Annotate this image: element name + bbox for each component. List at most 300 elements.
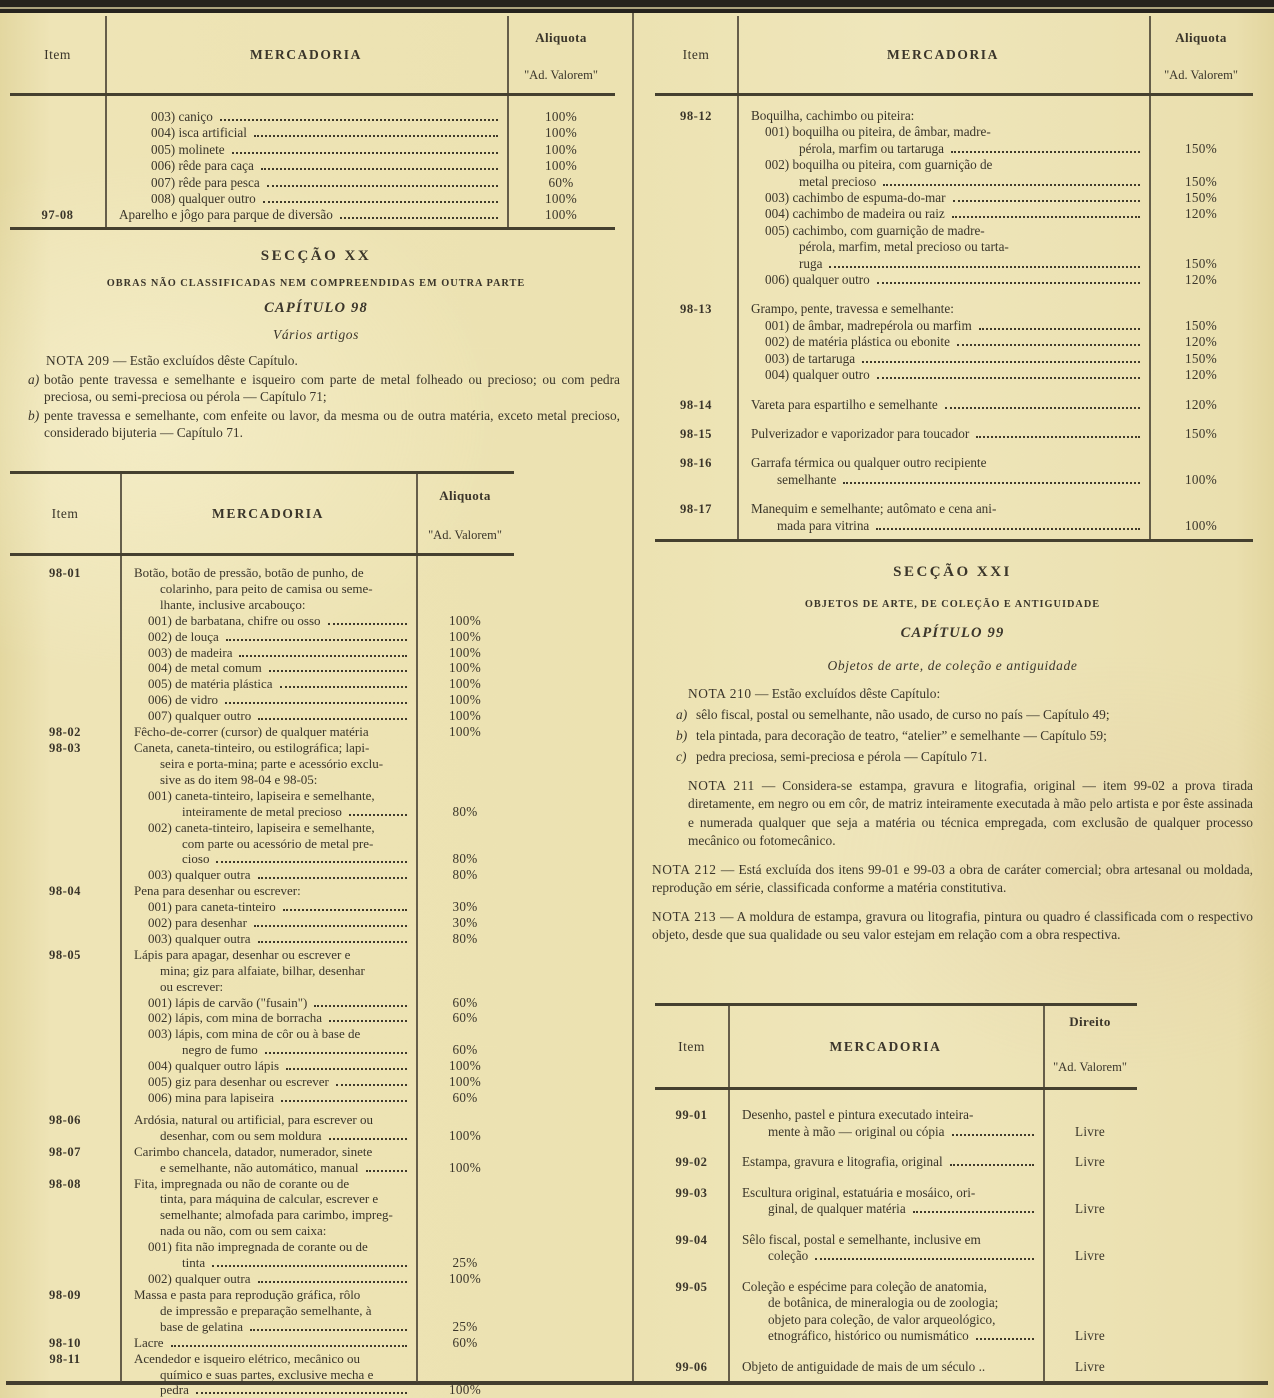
description-text: Fita, impregnada ou não de corante ou de	[134, 1175, 350, 1191]
tariff-line	[737, 426, 1253, 442]
nota-210-item-a	[652, 706, 1253, 724]
rate-value: 150%	[1185, 190, 1217, 206]
tariff-line	[737, 351, 1253, 367]
table-row	[655, 501, 1253, 534]
item-code: 99-01	[675, 1108, 708, 1122]
dot-leader	[258, 718, 407, 720]
header-advalorem: "Ad. Valorem"	[1053, 1060, 1127, 1074]
rate-value: 100%	[449, 1159, 481, 1175]
tariff-line	[105, 158, 615, 174]
table-row	[10, 883, 514, 947]
dot-leader	[254, 925, 407, 927]
header-advalorem: "Ad. Valorem"	[428, 528, 502, 542]
description-text: 002) lápis, com mina de borracha	[148, 1010, 322, 1026]
tariff-line	[105, 175, 615, 191]
description-text: Fêcho-de-correr (cursor) de qualquer matéria	[134, 724, 369, 740]
rate-value: 100%	[1185, 517, 1217, 533]
table-row	[10, 1112, 514, 1144]
description-text: 003) de tartaruga	[765, 350, 856, 366]
description-text: Manequim e semelhante; autômato e cena ani-	[751, 501, 997, 517]
tariff-line	[737, 272, 1253, 288]
description-text: 004) de metal comum	[148, 660, 262, 676]
dot-leader	[261, 168, 498, 170]
tariff-line	[120, 1191, 514, 1207]
description-lines	[120, 947, 514, 1106]
description-text: tinta, para máquina de calcular, escrever e	[160, 1191, 379, 1207]
nota-210	[652, 685, 1253, 703]
description-text: Lacre	[134, 1334, 164, 1350]
description-text: químico e suas partes, exclusive mecha e	[160, 1366, 374, 1382]
dot-leader	[258, 877, 407, 879]
description-text: ou escrever:	[160, 978, 224, 994]
header-item: Item	[44, 46, 71, 62]
description-text: Sêlo fiscal, postal e semelhante, inclusive em	[742, 1231, 981, 1247]
description-lines	[120, 565, 514, 724]
item-code: 98-06	[49, 1112, 81, 1127]
header-aliquota-line1: Aliquota	[1175, 30, 1227, 45]
rate-value: 100%	[1185, 471, 1217, 487]
description-text: 002) de matéria plástica ou ebonite	[765, 334, 950, 350]
table-row	[655, 1279, 1137, 1345]
tariff-line	[120, 1303, 514, 1319]
description-text: objeto para coleção, de valor arqueológico,	[768, 1311, 996, 1327]
rate-value: 150%	[1185, 140, 1217, 156]
dot-leader	[283, 909, 407, 911]
section-xx-block	[10, 234, 622, 442]
description-text: 005) de matéria plástica	[148, 676, 273, 692]
dot-leader	[815, 1258, 1034, 1260]
table-row	[655, 426, 1253, 442]
description-text: mada para vitrina	[777, 517, 870, 533]
description-text: 001) caneta-tinteiro, lapiseira e semelhante,	[148, 787, 375, 803]
dot-leader	[976, 436, 1140, 438]
dot-leader	[329, 1020, 407, 1022]
description-lines	[120, 1351, 514, 1398]
rate-value: 100%	[449, 692, 481, 708]
dot-leader	[258, 941, 407, 943]
rate-value: 80%	[452, 851, 478, 867]
description-text: Aparelho e jôgo para parque de diversão	[119, 207, 333, 223]
description-lines	[737, 397, 1253, 413]
rate-value: 25%	[452, 1255, 478, 1271]
description-text: cioso	[182, 851, 210, 867]
dot-leader	[862, 361, 1140, 363]
list-text: tela pintada, para decoração de teatro, “atelier” e semelhante — Capítulo 59;	[696, 728, 1107, 744]
rate-value: 100%	[449, 1270, 481, 1286]
description-text: 005) cachimbo, com guarnição de madre-	[765, 222, 985, 238]
tariff-line	[737, 367, 1253, 383]
table-row	[655, 397, 1253, 413]
tariff-line	[737, 318, 1253, 334]
dot-leader	[281, 1100, 407, 1102]
table-row	[10, 724, 514, 740]
table-row	[10, 1287, 514, 1335]
table-row	[655, 1185, 1137, 1218]
tariff-line	[120, 1160, 514, 1176]
tariff-line	[728, 1154, 1137, 1171]
rate-value: 150%	[1185, 173, 1217, 189]
tariff-line	[120, 979, 514, 995]
item-code: 98-07	[49, 1144, 81, 1159]
tariff-line	[737, 518, 1253, 534]
dot-leader	[829, 266, 1140, 268]
description-text: de impressão e preparação semelhante, à	[160, 1302, 372, 1318]
tariff-line	[120, 1351, 514, 1367]
item-code: 98-11	[49, 1351, 81, 1366]
rate-value: 120%	[1185, 272, 1217, 288]
nota-text: — Estão excluídos dêste Capítulo.	[112, 353, 298, 368]
description-text: nada ou não, com ou sem caixa:	[160, 1223, 327, 1239]
table-row	[10, 565, 514, 724]
list-text: pente travessa e semelhante, com enfeite ou lavor, da mesma ou de outra matéria, exceto metal precioso, considerado bijuteria — Capítulo 71.	[44, 407, 620, 441]
description-text: 004) isca artificial	[151, 125, 247, 141]
tariff-line	[728, 1279, 1137, 1296]
rate-value: 100%	[449, 1127, 481, 1143]
item-code: 98-12	[680, 109, 712, 123]
dot-leader	[212, 1265, 407, 1267]
tariff-line	[737, 334, 1253, 350]
item-code: 99-05	[675, 1279, 708, 1294]
rate-value: 150%	[1185, 425, 1217, 441]
table-body	[10, 96, 615, 224]
tariff-line	[737, 141, 1253, 157]
description-lines	[737, 301, 1253, 383]
description-text: 002) caneta-tinteiro, lapiseira e semelhante,	[148, 819, 375, 835]
item-code: 98-09	[49, 1287, 81, 1302]
tariff-line	[737, 501, 1253, 517]
dot-leader	[349, 814, 407, 816]
description-text: pedra	[160, 1382, 189, 1398]
tariff-line	[728, 1107, 1137, 1124]
rate-value: 100%	[449, 628, 481, 644]
tariff-line	[120, 947, 514, 963]
dot-leader	[340, 217, 498, 219]
header-item: Item	[678, 1038, 705, 1054]
description-lines	[120, 1335, 514, 1351]
table-header	[655, 16, 1253, 96]
table-header	[655, 1006, 1137, 1090]
description-text: desenhar, com ou sem moldura	[160, 1127, 322, 1143]
description-text: Pulverizador e vaporizador para toucador	[751, 425, 970, 441]
description-text: Grampo, pente, travessa e semelhante:	[751, 301, 954, 317]
description-text: Pena para desenhar ou escrever:	[134, 883, 301, 899]
section-xxi-block	[652, 550, 1253, 944]
section-title: SECÇÃO XXI	[893, 564, 1012, 580]
tariff-line	[120, 660, 514, 676]
tariff-line	[120, 1058, 514, 1074]
tariff-line	[120, 772, 514, 788]
list-text: sêlo fiscal, postal ou semelhante, não usado, de curso no país — Capítulo 49;	[696, 707, 1110, 723]
rate-value: 100%	[545, 125, 577, 141]
description-text: Lápis para apagar, desenhar ou escrever e	[134, 946, 351, 962]
description-text: 002) boquilha ou piteira, com guarnição de	[765, 157, 993, 173]
table-row	[655, 108, 1253, 288]
description-text: 002) de louça	[148, 628, 219, 644]
description-text: 003) qualquer outra	[148, 867, 251, 883]
description-lines	[120, 1112, 514, 1144]
table-row	[10, 1144, 514, 1176]
tariff-line	[728, 1124, 1137, 1141]
description-text: semelhante	[777, 471, 837, 487]
nota-209	[10, 352, 622, 370]
description-text: 006) mina para lapiseira	[148, 1090, 274, 1105]
description-text: Escultura original, estatuária e mosáico, ori-	[742, 1184, 976, 1200]
dot-leader	[329, 1138, 407, 1140]
header-mercadoria: MERCADORIA	[250, 46, 362, 62]
description-lines	[105, 109, 615, 207]
description-text: Ardósia, natural ou artificial, para escrever ou	[134, 1111, 373, 1127]
tariff-table-ch97	[10, 16, 615, 230]
table-row	[655, 1232, 1137, 1265]
description-lines	[120, 724, 514, 740]
list-key: c)	[676, 749, 687, 765]
description-text: 006) de vidro	[148, 692, 219, 708]
tariff-line	[737, 190, 1253, 206]
nota-209-item-a	[10, 371, 622, 406]
tariff-line	[120, 724, 514, 740]
rate-value: Livre	[1074, 1154, 1106, 1169]
item-code: 98-08	[49, 1176, 81, 1191]
tariff-table-ch98-left	[10, 471, 514, 1398]
description-text: 001) fita não impregnada de corante ou de	[148, 1239, 368, 1255]
dot-leader	[953, 200, 1140, 202]
dot-leader	[950, 1164, 1034, 1166]
table-row	[655, 455, 1253, 488]
tariff-line	[120, 883, 514, 899]
item-code: 98-05	[49, 947, 81, 962]
description-text: 001) de âmbar, madrepérola ou marfim	[765, 317, 972, 333]
description-text: 003) qualquer outra	[148, 930, 251, 946]
description-lines	[120, 1176, 514, 1287]
description-text: semelhante; almofada para carimbo, impreg-	[160, 1207, 393, 1223]
description-lines	[120, 1287, 514, 1335]
dot-leader	[171, 1345, 407, 1347]
description-text: Estampa, gravura e litografia, original	[742, 1154, 943, 1169]
rate-value: 60%	[548, 174, 574, 190]
nota-210-item-c	[652, 748, 1253, 766]
dot-leader	[328, 623, 407, 625]
description-text: pérola, marfim ou tartaruga	[799, 140, 944, 156]
tariff-line	[120, 1367, 514, 1383]
tariff-line	[120, 963, 514, 979]
description-text: Boquilha, cachimbo ou piteira:	[751, 108, 915, 123]
dot-leader	[267, 185, 498, 187]
dot-leader	[883, 184, 1140, 186]
item-code: 98-16	[680, 456, 712, 471]
rate-value: 120%	[1185, 334, 1217, 350]
item-code: 98-10	[49, 1335, 81, 1350]
item-code	[10, 109, 105, 207]
description-lines	[728, 1185, 1137, 1218]
tariff-line	[120, 804, 514, 820]
dot-leader	[952, 1134, 1034, 1136]
description-text: coleção	[768, 1248, 809, 1263]
tariff-line	[737, 455, 1253, 471]
tariff-line	[120, 1090, 514, 1106]
table-body	[655, 96, 1253, 534]
tariff-table-ch99	[655, 1003, 1137, 1382]
description-text: pérola, marfim, metal precioso ou tarta-	[799, 239, 1009, 255]
description-text: mina; giz para alfaiate, bilhar, desenhar	[160, 962, 365, 978]
tariff-line	[120, 1144, 514, 1160]
description-text: metal precioso	[799, 173, 877, 189]
tariff-line	[120, 931, 514, 947]
description-text: Coleção e espécime para coleção de anatomia,	[742, 1278, 987, 1294]
rate-value: 100%	[449, 708, 481, 724]
nota-209-item-b	[10, 407, 622, 442]
description-lines	[120, 740, 514, 883]
rate-value: 60%	[452, 994, 478, 1010]
description-text: 003) cachimbo de espuma-do-mar	[765, 190, 946, 206]
description-text: Desenho, pastel e pintura executado inteira-	[742, 1107, 974, 1122]
description-text: 008) qualquer outro	[151, 191, 256, 207]
list-text: pedra preciosa, semi-preciosa e pérola — Capítulo 71.	[696, 749, 988, 765]
tariff-line	[120, 1042, 514, 1058]
item-code: 98-02	[49, 725, 81, 740]
description-lines	[728, 1232, 1137, 1265]
item-code: 98-04	[49, 884, 81, 899]
rate-value: 25%	[452, 1318, 478, 1334]
description-lines	[120, 1144, 514, 1176]
dot-leader	[876, 528, 1140, 530]
tariff-line	[120, 1287, 514, 1303]
rate-value: 100%	[545, 207, 577, 223]
dot-leader	[232, 152, 498, 154]
tariff-line	[105, 125, 615, 141]
dot-leader	[952, 216, 1140, 218]
tariff-line	[120, 1176, 514, 1192]
table-row	[10, 1335, 514, 1351]
dot-leader	[265, 1052, 407, 1054]
description-text: 002) para desenhar	[148, 915, 247, 931]
tariff-line	[120, 1128, 514, 1144]
nota-label: NOTA 210	[688, 686, 752, 701]
description-text: 003) caniço	[151, 109, 213, 124]
tariff-line	[728, 1359, 1137, 1376]
dot-leader	[263, 201, 498, 203]
nota-label: NOTA 209	[46, 353, 110, 368]
description-text: mente à mão — original ou cópia	[768, 1123, 945, 1139]
rate-value: 80%	[452, 803, 478, 819]
tariff-line	[728, 1328, 1137, 1345]
dot-leader	[877, 282, 1140, 284]
dot-leader	[280, 686, 407, 688]
rate-value: Livre	[1074, 1248, 1106, 1263]
tariff-line	[728, 1295, 1137, 1312]
description-text: 001) lápis de carvão ("fusain")	[148, 994, 308, 1010]
rate-value: 150%	[1185, 317, 1217, 333]
table-row	[10, 1351, 514, 1398]
rate-value: 100%	[449, 612, 481, 628]
description-text: sive as do item 98-04 e 98-05:	[160, 771, 318, 787]
nota-label: NOTA 211	[688, 778, 755, 794]
tariff-line	[120, 1010, 514, 1026]
description-text: seira e porta-mina; parte e acessório exclu-	[160, 755, 384, 771]
header-advalorem: "Ad. Valorem"	[1164, 68, 1238, 82]
rate-value: 100%	[449, 644, 481, 660]
dot-leader	[314, 1005, 407, 1007]
list-key: a)	[28, 371, 40, 387]
tariff-line	[737, 157, 1253, 173]
tariff-line	[120, 565, 514, 581]
header-aliquota-line1: Aliquota	[535, 30, 587, 45]
nota-text: — Considera-se estampa, gravura e litografia, original — item 99-02 a prova tirada diretamente, em negro ou em côr, de matriz inteiramente executada à mão pelo artista e por êste assinada e numerada qualquer que seja a matéria ou técnica empregada, com exclusão de qualquer processo mecânico ou fotomecânico.	[688, 778, 1253, 848]
description-lines	[737, 426, 1253, 442]
chapter-subtitle: Vários artigos	[272, 327, 360, 342]
dot-leader	[258, 1281, 407, 1283]
rate-value: 30%	[452, 915, 478, 931]
tariff-line	[737, 223, 1253, 239]
tariff-line	[737, 239, 1253, 255]
table-header	[10, 16, 615, 96]
tariff-line	[120, 851, 514, 867]
header-direito-line1: Direito	[1069, 1014, 1111, 1029]
column-divider-rule	[632, 13, 634, 1382]
description-text: 003) lápis, com mina de côr ou à base de	[148, 1026, 361, 1042]
description-text: 007) rêde para pesca	[151, 174, 260, 190]
dot-leader	[843, 482, 1140, 484]
header-direito	[1043, 1006, 1137, 1087]
header-item: Item	[682, 46, 710, 62]
tariff-line	[120, 597, 514, 613]
tariff-line	[120, 820, 514, 836]
tariff-line	[120, 645, 514, 661]
rate-value: 80%	[452, 930, 478, 946]
description-lines	[105, 207, 615, 223]
description-lines	[737, 455, 1253, 488]
tariff-line	[737, 301, 1253, 317]
section-title: SECÇÃO XX	[260, 248, 372, 264]
tariff-line	[120, 995, 514, 1011]
tariff-line	[105, 109, 615, 125]
description-text: Carimbo chancela, datador, numerador, sinete	[134, 1143, 373, 1159]
description-lines	[728, 1107, 1137, 1140]
scan-top-edge	[0, 0, 1274, 13]
description-text: inteiramente de metal precioso	[182, 803, 342, 819]
nota-210-item-b	[652, 727, 1253, 745]
tariff-line	[120, 1319, 514, 1335]
rate-value: 100%	[449, 660, 481, 676]
nota-text: — Está excluída dos itens 99-01 e 99-03 a obra de caráter comercial; obra artesanal ou moldada, reprodução em série, classificada conforme a matéria constitutiva.	[652, 861, 1253, 895]
description-text: base de gelatina	[160, 1318, 244, 1334]
dot-leader	[913, 1211, 1034, 1213]
tariff-line	[737, 124, 1253, 140]
list-text: botão pente travessa e semelhante e isqueiro com parte de metal folheado ou precioso; ou com pedra preciosa, ou semi-preciosa ou pérola — Capítulo 71;	[44, 371, 620, 405]
description-text: ruga	[799, 255, 823, 271]
table-row	[10, 1176, 514, 1287]
dot-leader	[269, 670, 407, 672]
tariff-line	[120, 676, 514, 692]
description-text: colarinho, para peito de camisa ou seme-	[160, 580, 373, 596]
table-row	[655, 1359, 1137, 1376]
rate-value: Livre	[1074, 1358, 1106, 1374]
dot-leader	[336, 1084, 407, 1086]
description-text: com parte ou acessório de metal pre-	[182, 835, 374, 851]
rate-value: 60%	[452, 1090, 478, 1105]
rate-value: 100%	[545, 191, 577, 207]
tariff-line	[728, 1312, 1137, 1329]
rate-value: 100%	[545, 141, 577, 157]
rate-value: 100%	[545, 109, 577, 124]
description-text: 004) qualquer outro lápis	[148, 1058, 280, 1074]
chapter-subtitle: Objetos de arte, de coleção e antiguidade	[827, 658, 1078, 673]
tariff-line	[120, 629, 514, 645]
table-row	[10, 947, 514, 1106]
list-key: b)	[28, 407, 40, 423]
tariff-line	[105, 142, 615, 158]
item-code: 99-06	[675, 1359, 708, 1374]
rate-value: 120%	[1185, 367, 1217, 383]
